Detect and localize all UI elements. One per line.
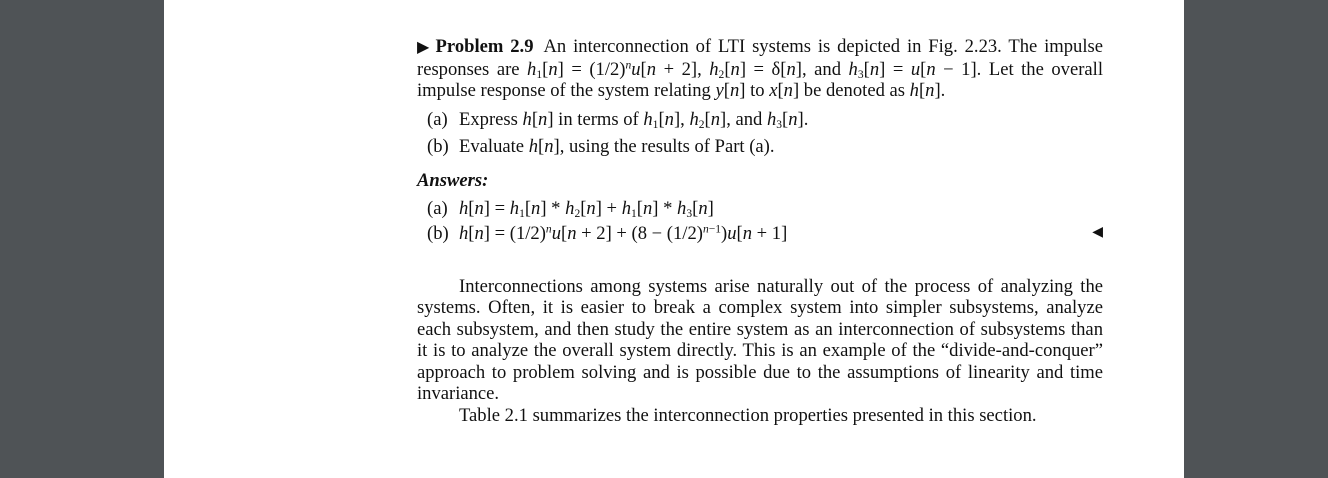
problem-text: An interconnection of LTI systems is depicted in Fig. 2.23. The impulse responses are $h_1[n] = (1/2)^nu[n + 2]$, $h_2[n] = \delta[n]$, and $h_3[n] = u[n - 1]$. Let the overall impulse response of the system relating y[n] to x[n] be denoted as h[n]. [417, 36, 1104, 101]
part-text: Express h[n] in terms of $h_1[n]$, $h_2[n]$, and $h_3[n]$. [459, 108, 809, 131]
part-key: (a) [427, 108, 448, 130]
problem-statement [417, 36, 1103, 102]
answer-text: $h[n] = h_1[n] * h_2[n] + h_1[n] * h_3[n]$ [459, 197, 714, 220]
answer-key: (a) [427, 197, 448, 219]
part-text: Evaluate h[n], using the results of Part (a). [459, 135, 775, 157]
problem-marker-icon: ▶ [417, 39, 432, 56]
document-page [164, 0, 1184, 478]
problem-parts [417, 109, 1103, 163]
answers-heading: Answers: [417, 169, 489, 191]
answer-key: (b) [427, 222, 449, 244]
part-key: (b) [427, 135, 449, 157]
problem-heading: Problem 2.9 [435, 36, 534, 57]
answers-list [417, 198, 1103, 248]
body-paragraph: Interconnections among systems arise naturally out of the process of analyzing the systems. Often, it is easier to break a complex system into simpler subsystems, analyze each subsystem, and then study the entire system as an interconnection of subsystems than it is to analyze the overall system directly. This is an example of the “divide-and-conquer” approach to problem solving and is possible due to the assumptions of linearity and time invariance. [417, 275, 1103, 404]
answer-item [427, 198, 1103, 223]
end-of-problem-icon: ◀ [1092, 224, 1103, 240]
answer-text: $h[n] = (1/2)^nu[n + 2] + (8 - (1/2)^{n-1})u[n + 1]$ [459, 222, 788, 244]
body-paragraph: Table 2.1 summarizes the interconnection properties presented in this section. [459, 404, 1037, 426]
answer-item [427, 223, 1103, 248]
problem-part [427, 109, 1103, 136]
page-content [417, 36, 1103, 426]
problem-part [427, 136, 1103, 163]
